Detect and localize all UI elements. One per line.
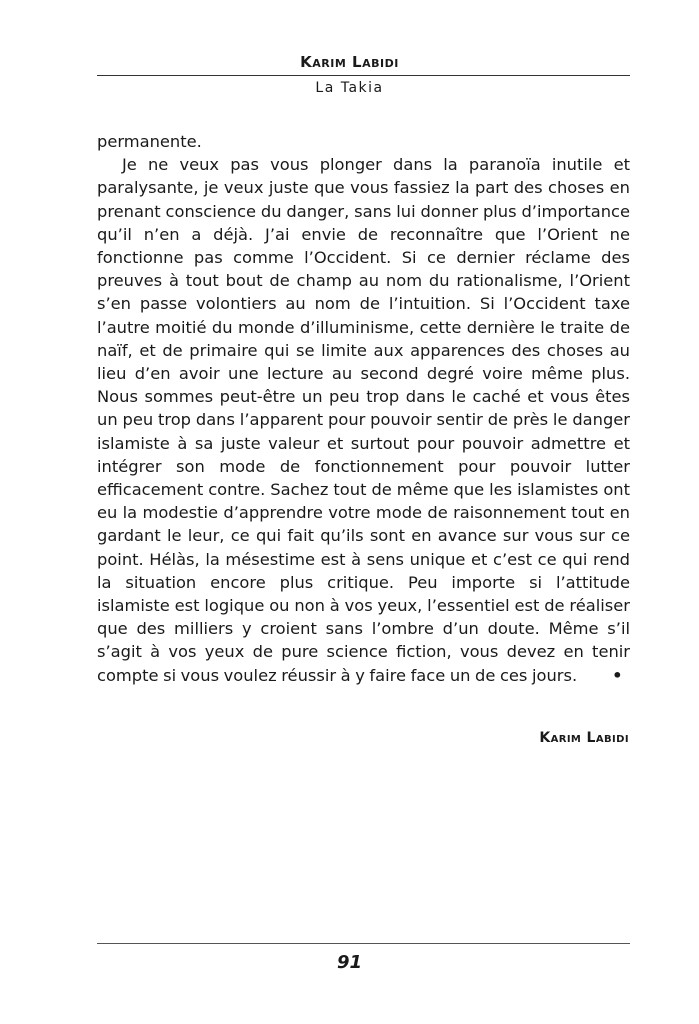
- continuation-line: permanente.: [97, 132, 202, 151]
- end-bullet: •: [612, 665, 623, 685]
- footer-divider: [97, 943, 630, 944]
- paragraph-text: Je ne veux pas vous plonger dans la paranoïa inutile et paralysante, je veux juste que vous fassiez la part des choses en prenant conscience du danger, sans lui donner plus d’importance qu’il n’en a déjà. J’ai envie de reconnaître que l’Orient ne fonctionne pas comme l’Occident. Si ce dernier réclame des preuves à tout bout de champ au nom du rationalisme, l’Orient s’en passe volontiers au nom de l’intuition. Si l’Occident taxe l’autre moitié du monde d’illuminisme, cette dernière le traite de naïf, et de primaire qui se limite aux apparences des choses au lieu d’en avoir une lecture au second degré voire même plus. Nous sommes peut-être un peu trop dans le caché et vous êtes un peu trop dans l’apparent pour pouvoir sentir de près le danger islamiste à sa juste valeur et surtout pour pouvoir admettre et intégrer son mode de fonctionnement pour pouvoir lutter efficacement contre. Sachez tout de même que les islamistes ont eu la modestie d’apprendre votre mode de raisonnement tout en gardant le leur, ce qui fait qu’ils sont en avance sur vous sur ce point. Hélàs, la mésestime est à sens unique et c’est ce qui rend la situation encore plus critique. Peu importe si l’attitude islamiste est logique ou non à vos yeux, l’essentiel est de réaliser que des milliers y croient sans l’ombre d’un doute. Même s’il s’agit à vos yeux de pure science fiction, vous devez en tenir compte si vous voulez réussir à y faire face un de ces jours.: [97, 155, 630, 685]
- header-divider: [97, 75, 630, 76]
- page-body: [97, 130, 630, 687]
- page-number: 91: [336, 952, 363, 973]
- running-header-author: Karim Labidi: [300, 53, 399, 71]
- running-header-title: La Takia: [315, 80, 384, 96]
- author-signature: Karim Labidi: [539, 730, 629, 746]
- body-paragraph: [97, 153, 630, 687]
